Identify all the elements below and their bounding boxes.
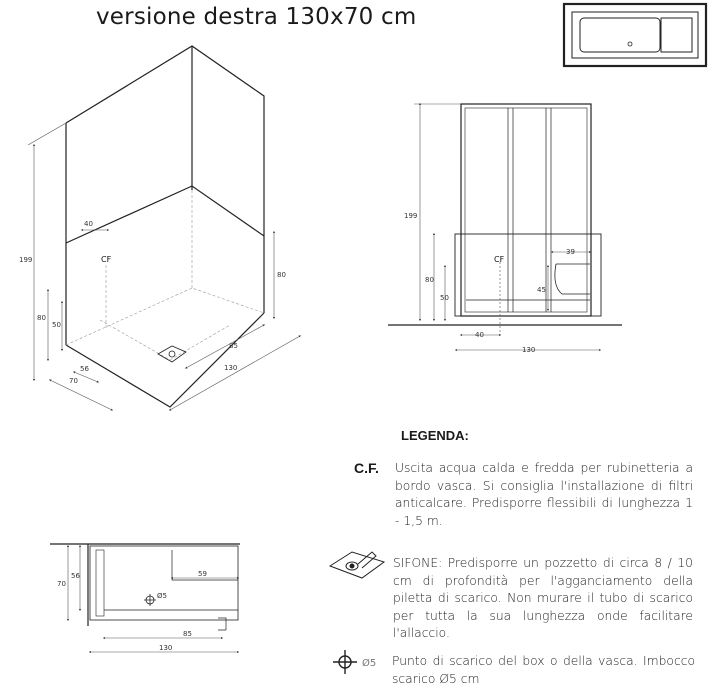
iso-cf-label: CF [101, 255, 112, 264]
legend-cf-key: C.F. [354, 460, 379, 476]
front-dim-40: 40 [475, 331, 484, 339]
plan-dimensions [68, 546, 238, 652]
page-title: versione destra 130x70 cm [96, 4, 417, 30]
iso-view [66, 46, 264, 407]
iso-dim-199: 199 [19, 256, 33, 264]
front-dim-80: 80 [425, 276, 434, 284]
iso-dim-40: 40 [84, 220, 93, 228]
front-dim-130: 130 [522, 346, 536, 354]
plan-drain-icon [144, 594, 156, 606]
plan-dim-drain: Ø5 [157, 592, 167, 600]
legend-drain-key: Ø5 [362, 658, 377, 669]
iso-dim-50: 50 [52, 321, 61, 329]
thumbnail-plan [564, 4, 706, 66]
legend-cf-text: Uscita acqua calda e fredda per rubinetteria a bordo vasca. Si consiglia l'installazione di filtri anticalcare. Predisporre flessibili di lunghezza 1 - 1,5 m. [395, 461, 693, 528]
iso-dimensions [28, 123, 300, 410]
front-dim-39: 39 [566, 248, 575, 256]
front-dimensions [414, 104, 600, 350]
sifone-icon [330, 552, 384, 578]
iso-dim-80-wall: 80 [277, 271, 286, 279]
plan-dim-130: 130 [159, 644, 173, 652]
front-cf-label: CF [494, 255, 505, 264]
front-view [388, 104, 622, 325]
front-dim-45: 45 [537, 286, 546, 294]
plan-dim-70: 70 [57, 580, 66, 588]
plan-dim-56: 56 [71, 572, 80, 580]
iso-dim-130: 130 [224, 364, 238, 372]
plan-dim-59: 59 [198, 570, 207, 578]
legend-drain-text: Punto di scarico del box o della vasca. Imbocco scarico Ø5 cm [392, 654, 695, 686]
legend-sifone-text: SIFONE: Predisporre un pozzetto di circa 8 / 10 cm di profondità per l'agganciamento della piletta di scarico. Non murare il tubo di scarico per tutta la sua lunghezza onde facilitare l'allaccio. [393, 556, 693, 640]
plan-dim-85: 85 [183, 630, 192, 638]
drain-point-icon [333, 650, 357, 674]
plan-view [50, 544, 240, 630]
front-dim-199: 199 [404, 212, 418, 220]
legend-heading: LEGENDA: [401, 428, 469, 443]
front-dim-50: 50 [440, 294, 449, 302]
iso-drain-icon [158, 346, 186, 362]
iso-dim-70: 70 [69, 377, 78, 385]
iso-dim-80-left: 80 [37, 314, 46, 322]
iso-dim-85: 85 [229, 342, 238, 350]
iso-dim-56: 56 [80, 365, 89, 373]
